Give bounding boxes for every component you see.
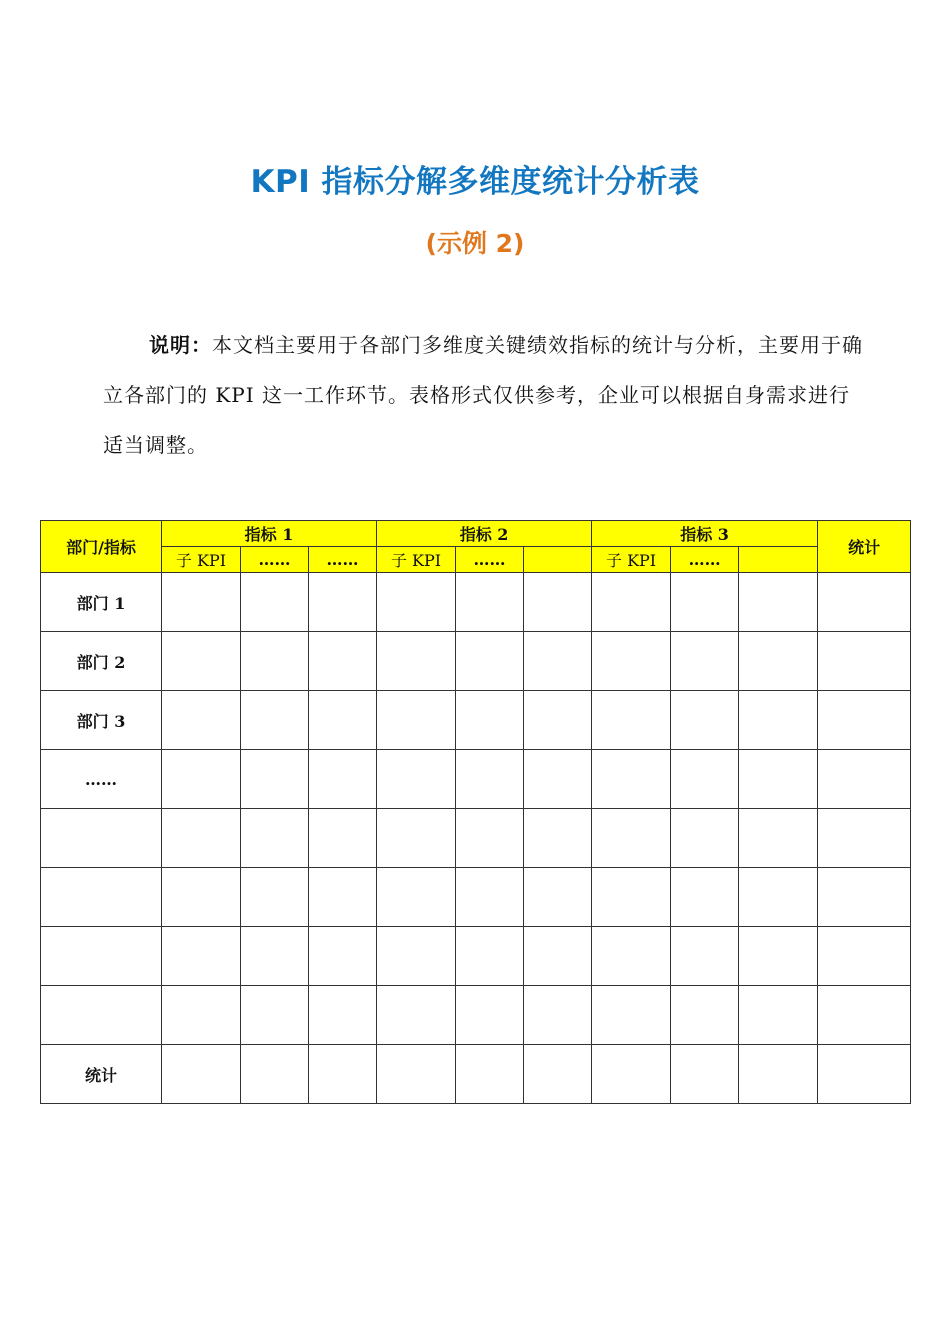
table-cell[interactable] [671, 927, 739, 986]
header-indicator-1: 指标 1 [162, 521, 377, 547]
table-cell[interactable] [309, 986, 377, 1045]
table-cell[interactable] [377, 927, 456, 986]
table-body [41, 573, 911, 1104]
table-cell[interactable] [592, 1045, 671, 1104]
table-row [41, 632, 911, 691]
description-lead: 说明： [149, 333, 212, 357]
header-sub-ellipsis: …… [241, 547, 309, 573]
table-cell[interactable] [739, 986, 818, 1045]
table-cell[interactable] [241, 632, 309, 691]
description-text: 本文档主要用于各部门多维度关键绩效指标的统计与分析，主要用于确立各部门的 KPI 这一工作环节。表格形式仅供参考，企业可以根据自身需求进行适当调整。 [103, 333, 863, 457]
table-cell[interactable] [241, 1045, 309, 1104]
table-cell[interactable] [162, 986, 241, 1045]
description-paragraph [103, 320, 863, 470]
table-cell[interactable] [162, 691, 241, 750]
table-row [41, 573, 911, 632]
table-cell[interactable] [309, 1045, 377, 1104]
table-cell[interactable] [309, 809, 377, 868]
table-cell[interactable] [739, 809, 818, 868]
table-cell[interactable] [592, 986, 671, 1045]
table-cell[interactable] [739, 632, 818, 691]
row-label: 统计 [41, 1045, 162, 1104]
row-label [41, 927, 162, 986]
table-cell[interactable] [162, 750, 241, 809]
table-cell[interactable] [592, 868, 671, 927]
table-cell[interactable] [671, 868, 739, 927]
table-cell[interactable] [524, 750, 592, 809]
table-cell[interactable] [818, 691, 911, 750]
table-cell[interactable] [592, 691, 671, 750]
table-cell[interactable] [592, 750, 671, 809]
kpi-table [40, 520, 911, 1104]
table-cell[interactable] [241, 986, 309, 1045]
table-cell[interactable] [241, 691, 309, 750]
table-cell[interactable] [241, 750, 309, 809]
table-cell[interactable] [739, 750, 818, 809]
table-cell[interactable] [162, 1045, 241, 1104]
header-sub-ellipsis: …… [671, 547, 739, 573]
header-sub-kpi: 子 KPI [592, 547, 671, 573]
table-cell[interactable] [671, 573, 739, 632]
table-cell[interactable] [671, 750, 739, 809]
table-cell[interactable] [456, 927, 524, 986]
row-label [41, 868, 162, 927]
table-cell[interactable] [818, 573, 911, 632]
row-label: 部门 2 [41, 632, 162, 691]
table-cell[interactable] [592, 573, 671, 632]
table-cell[interactable] [524, 573, 592, 632]
table-header [41, 521, 911, 573]
table-cell[interactable] [739, 1045, 818, 1104]
table-cell[interactable] [241, 573, 309, 632]
table-cell[interactable] [456, 691, 524, 750]
table-cell[interactable] [309, 927, 377, 986]
table-row [41, 809, 911, 868]
header-sub-empty [739, 547, 818, 573]
table-cell[interactable] [309, 868, 377, 927]
table-cell[interactable] [818, 1045, 911, 1104]
table-cell[interactable] [456, 573, 524, 632]
table-cell[interactable] [309, 573, 377, 632]
header-sub-empty [524, 547, 592, 573]
table-cell[interactable] [377, 573, 456, 632]
table-row [41, 1045, 911, 1104]
table-cell[interactable] [309, 632, 377, 691]
table-cell[interactable] [818, 632, 911, 691]
header-indicator-2: 指标 2 [377, 521, 592, 547]
header-indicator-3: 指标 3 [592, 521, 818, 547]
table-cell[interactable] [671, 691, 739, 750]
row-label: 部门 3 [41, 691, 162, 750]
table-cell[interactable] [592, 927, 671, 986]
table-cell[interactable] [739, 691, 818, 750]
table-cell[interactable] [524, 1045, 592, 1104]
row-label [41, 809, 162, 868]
table-cell[interactable] [739, 927, 818, 986]
table-cell[interactable] [524, 632, 592, 691]
table-cell[interactable] [818, 868, 911, 927]
header-sub-ellipsis: …… [309, 547, 377, 573]
table-cell[interactable] [739, 573, 818, 632]
table-cell[interactable] [524, 868, 592, 927]
table-cell[interactable] [377, 691, 456, 750]
table-cell[interactable] [592, 632, 671, 691]
table-cell[interactable] [818, 750, 911, 809]
table-cell[interactable] [456, 868, 524, 927]
table-cell[interactable] [818, 927, 911, 986]
table-cell[interactable] [377, 632, 456, 691]
table-cell[interactable] [739, 868, 818, 927]
table-cell[interactable] [162, 809, 241, 868]
header-sub-kpi: 子 KPI [377, 547, 456, 573]
row-label: …… [41, 750, 162, 809]
table-cell[interactable] [524, 809, 592, 868]
table-cell[interactable] [162, 868, 241, 927]
table-cell[interactable] [309, 691, 377, 750]
table-cell[interactable] [524, 927, 592, 986]
table-cell[interactable] [241, 927, 309, 986]
table-cell[interactable] [309, 750, 377, 809]
table-cell[interactable] [162, 927, 241, 986]
table-row [41, 986, 911, 1045]
table-cell[interactable] [592, 809, 671, 868]
table-cell[interactable] [456, 809, 524, 868]
table-row [41, 691, 911, 750]
table-row [41, 750, 911, 809]
table-cell[interactable] [377, 809, 456, 868]
table-cell[interactable] [241, 809, 309, 868]
table-cell[interactable] [524, 691, 592, 750]
table-cell[interactable] [162, 573, 241, 632]
table-cell[interactable] [456, 1045, 524, 1104]
table-cell[interactable] [377, 1045, 456, 1104]
table-cell[interactable] [456, 986, 524, 1045]
header-sub-kpi: 子 KPI [162, 547, 241, 573]
table-cell[interactable] [818, 809, 911, 868]
table-cell[interactable] [524, 986, 592, 1045]
table-cell[interactable] [162, 632, 241, 691]
table-cell[interactable] [671, 632, 739, 691]
table-cell[interactable] [671, 1045, 739, 1104]
table-cell[interactable] [377, 986, 456, 1045]
table-cell[interactable] [456, 750, 524, 809]
header-department: 部门/指标 [41, 521, 162, 573]
table-cell[interactable] [377, 750, 456, 809]
page-subtitle: (示例 2) [425, 229, 525, 258]
table-cell[interactable] [818, 986, 911, 1045]
header-sub-ellipsis: …… [456, 547, 524, 573]
header-total: 统计 [818, 521, 911, 573]
row-label [41, 986, 162, 1045]
table-cell[interactable] [671, 809, 739, 868]
table-cell[interactable] [671, 986, 739, 1045]
table-row [41, 927, 911, 986]
row-label: 部门 1 [41, 573, 162, 632]
table-cell[interactable] [456, 632, 524, 691]
table-row [41, 868, 911, 927]
page-title: KPI 指标分解多维度统计分析表 [250, 164, 700, 200]
table-cell[interactable] [241, 868, 309, 927]
table-cell[interactable] [377, 868, 456, 927]
